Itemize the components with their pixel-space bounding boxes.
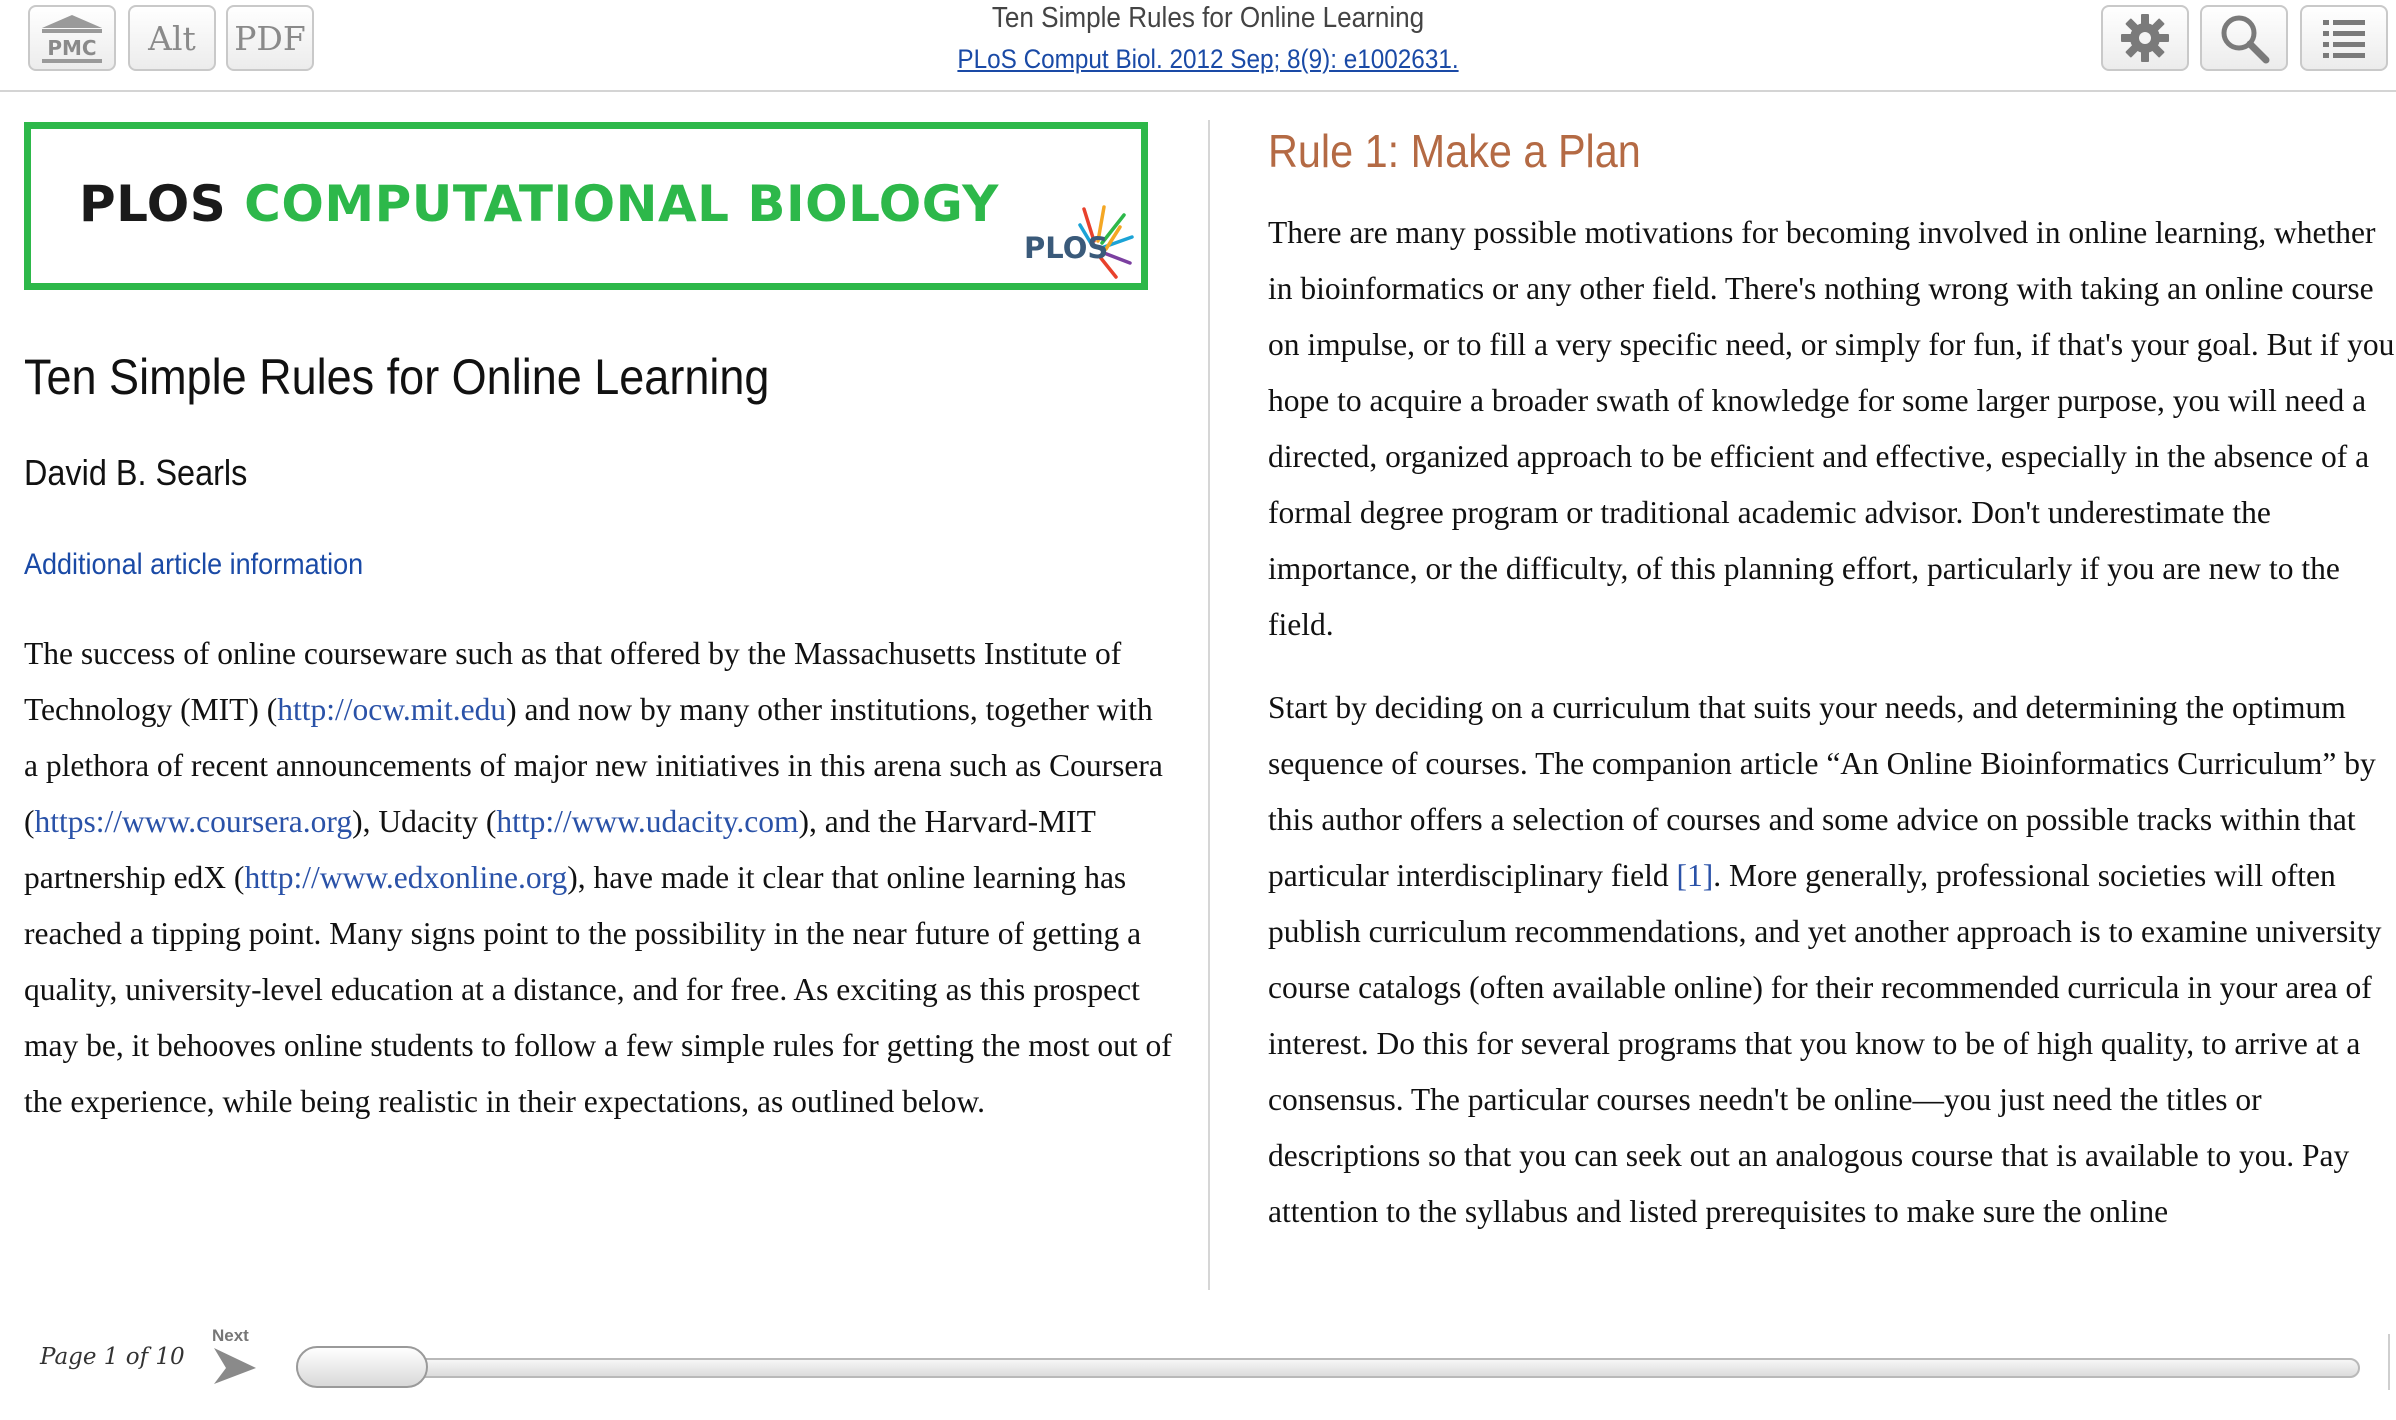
intro-text: ), Udacity ( <box>352 804 497 839</box>
top-toolbar <box>0 0 2396 92</box>
intro-text: The success of online courseware such as that offered by the Massachusetts Institute of Technology (MIT) ( <box>24 636 1122 727</box>
edx-link[interactable]: http://www.edxonline.org <box>244 860 568 895</box>
search-button[interactable] <box>2200 5 2288 71</box>
edge-marker <box>2388 1334 2396 1390</box>
header-citation-link[interactable]: PLoS Comput Biol. 2012 Sep; 8(9): e1002631. <box>957 44 1459 74</box>
intro-text: ), have made it clear that online learning has reached a tipping point. Many signs point to the possibility in the near future of getting a quality, university-level education at a distance, and for free. As exciting as this prospect may be, it behooves online students to follow a few simple rules for getting the most out of the experience, while being realistic in their expectations, as outlined below. <box>24 860 1172 1119</box>
paragraph-text: Start by deciding on a curriculum that suits your needs, and determining the optimum sequence of courses. The companion article “An Online Bioinformatics Curriculum” by this author offers a selection of courses and some advice on possible tracks within that particular interdisciplinary field <box>1268 690 2376 893</box>
column-divider <box>1208 120 1210 1290</box>
journal-name <box>79 175 999 233</box>
journal-name-plos: PLOS <box>79 175 227 233</box>
rule-1-heading: Rule 1: Make a Plan <box>1268 125 1641 177</box>
alt-button[interactable]: Alt <box>128 5 216 71</box>
reference-1-link[interactable]: [1] <box>1676 858 1714 893</box>
paragraph-text: . More generally, professional societies will often publish curriculum recommendations, and yet another approach is to examine university course catalogs (often available online) for their recommended curricula in your area of interest. Do this for several programs that you know to be of high quality, to arrive at a consensus. The particular courses needn't be online—you just need the titles or descriptions so that you can seek out an analogous course that is available to you. Pay attention to the syllabus and listed prerequisites to make sure the online <box>1268 858 2382 1229</box>
plos-logo-text: PLOS <box>1024 231 1109 265</box>
additional-article-info-link[interactable]: Additional article information <box>24 548 364 581</box>
pmc-building-icon <box>37 12 107 64</box>
journal-banner <box>24 122 1148 290</box>
page-slider-thumb[interactable] <box>296 1346 428 1388</box>
contents-list-button[interactable] <box>2300 5 2388 71</box>
rule-1-paragraph-1: There are many possible motivations for becoming involved in online learning, whether in bioinformatics or any other field. There's nothing wrong with taking an online course on impulse, or to fill a very specific need, or simply for fun, if that's your goal. But if you hope to acquire a broader swath of knowledge for some larger purpose, you will need a directed, organized approach to be efficient and effective, especially in the absence of a formal degree program or traditional academic advisor. Don't underestimate the importance, or the difficulty, of this planning effort, particularly if you are new to the field. <box>1268 215 2395 642</box>
list-icon <box>2321 16 2367 60</box>
mit-ocw-link[interactable]: http://ocw.mit.edu <box>277 692 507 727</box>
pmc-home-button[interactable] <box>28 5 116 71</box>
svg-text:PMC: PMC <box>47 36 97 60</box>
plos-logo <box>1024 201 1136 281</box>
intro-text: ) and now by many other institutions, together with a plethora of recent announcements of major new initiatives in this arena such as Coursera ( <box>24 692 1163 839</box>
article-author[interactable]: David B. Searls <box>24 452 248 493</box>
coursera-link[interactable]: https://www.coursera.org <box>34 804 353 839</box>
intro-paragraph <box>24 626 1172 1130</box>
next-label: Next <box>212 1326 249 1345</box>
gear-icon <box>2119 12 2171 64</box>
header-title: Ten Simple Rules for Online Learning <box>991 2 1425 34</box>
journal-name-field: COMPUTATIONAL BIOLOGY <box>244 175 999 233</box>
rule-1-paragraph-2 <box>1268 680 2396 1240</box>
rule-1-body <box>1268 205 2396 1267</box>
pdf-button[interactable]: PDF <box>226 5 314 71</box>
page-slider-track[interactable] <box>296 1358 2360 1378</box>
article-title: Ten Simple Rules for Online Learning <box>24 349 770 405</box>
page-indicator: Page 1 of 10 <box>40 1344 185 1370</box>
intro-text: ), and the Harvard-MIT partnership edX ( <box>24 804 1096 895</box>
udacity-link[interactable]: http://www.udacity.com <box>496 804 799 839</box>
next-page-arrow-icon[interactable] <box>212 1346 258 1386</box>
settings-button[interactable] <box>2101 5 2189 71</box>
search-icon <box>2217 11 2271 65</box>
